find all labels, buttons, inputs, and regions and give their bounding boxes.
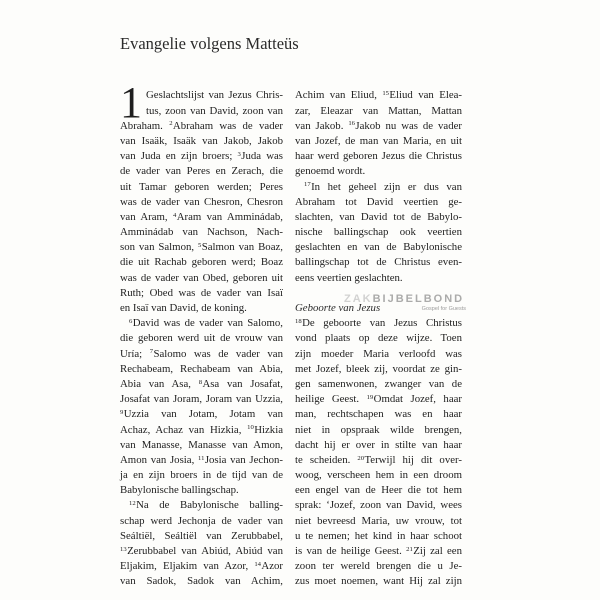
line-text: Azor: [261, 560, 283, 573]
line-text: ja en zijn broers in de tijd van de: [120, 469, 283, 482]
text-line: [120, 210, 283, 225]
text-line: [295, 195, 462, 210]
section-heading: Geboorte van Jezus: [295, 302, 381, 315]
line-text: man, rechtschapen was en haar: [295, 408, 462, 421]
line-text: van Sadok, Sadok van Achim,: [120, 575, 283, 588]
verse-number: 10: [247, 424, 254, 432]
text-line: [295, 362, 462, 377]
line-text: genoemd wordt.: [295, 165, 366, 178]
text-line: [295, 164, 462, 179]
line-text: is van de heilige Geest.: [295, 545, 407, 558]
verse-number: 14: [254, 560, 262, 568]
text-line: [295, 483, 462, 498]
line-text: sprak: ‘Jozef, zoon van David, wees: [295, 499, 462, 512]
left-column: [120, 78, 284, 589]
line-text: van Juda en zijn broers;: [120, 150, 238, 163]
text-line: [295, 392, 462, 407]
book-title: Evangelie volgens Matteüs: [120, 34, 299, 53]
line-text: Juda was: [241, 150, 284, 163]
line-text: niet bevreesd Maria, uw vrouw, tot: [295, 514, 462, 527]
line-text: vond plaats op deze wijze. Toen: [295, 332, 462, 345]
line-text: gen samenwonen, zwanger van de: [295, 377, 462, 390]
text-line: [295, 407, 462, 422]
line-text: en Isaï van David, de koning.: [120, 302, 247, 315]
paragraph: [120, 316, 283, 498]
line-text: David was de vader van Salomo,: [132, 317, 283, 330]
text-line: [120, 164, 283, 179]
line-text: Eljakim, Eljakim van Azor,: [120, 560, 255, 573]
text-line: [120, 149, 283, 164]
text-line: [120, 119, 283, 134]
line-text: Asa van Josafat,: [202, 377, 283, 390]
line-text: son van Salmon,: [120, 241, 198, 254]
verse-number: 12: [129, 500, 136, 508]
verse-number: 8: [198, 378, 203, 386]
text-line: [120, 331, 283, 346]
text-line: [120, 544, 283, 559]
verse-number: 16: [348, 120, 355, 128]
text-line: [295, 377, 462, 392]
line-text: slachten, van David tot de Babylo-: [295, 210, 462, 223]
paragraph: [120, 78, 284, 316]
text-line: [295, 347, 462, 362]
line-text: Abia van Asa,: [120, 377, 199, 390]
line-text: Babylonische ballingschap.: [120, 484, 239, 497]
line-text: was de vader van Chesron, Chesron: [120, 195, 283, 208]
line-text: Abraham.: [120, 119, 170, 132]
text-line: [120, 574, 283, 589]
line-text: te scheiden.: [295, 453, 358, 466]
paragraph: [120, 498, 283, 589]
line-text: nische ballingschap ook veertien: [295, 226, 462, 239]
text-line: [295, 514, 462, 529]
text-line: [120, 529, 283, 544]
line-text: Amminádab van Nachson, Nach-: [120, 226, 283, 239]
line-text: met Jozef, bleek zij, voordat ze gin-: [295, 362, 462, 375]
line-text: een engel van de Heer die tot hem: [295, 484, 462, 497]
line-text: In het geheel zijn er dus van: [311, 180, 462, 193]
text-line: [295, 574, 462, 589]
text-line: [120, 255, 283, 270]
paragraph: [295, 180, 462, 286]
text-line: [120, 134, 283, 149]
line-text: Omdat Jozef, haar: [373, 393, 463, 406]
line-text: Geslachtslijst van Jezus Chris-: [146, 89, 283, 102]
text-line: [120, 240, 283, 255]
line-text: schap werd Jechonja de vader van: [120, 514, 283, 527]
line-text: eens veertien geslachten.: [295, 271, 403, 284]
line-text: niet in opspraak wilde brengen,: [295, 423, 462, 436]
line-text: geslachten en van de Babylonische: [295, 241, 462, 254]
text-line: [120, 392, 283, 407]
line-text: Seáltiël, Seáltiël van Zerubbabel,: [120, 529, 283, 542]
line-text: van Jakob.: [295, 119, 349, 132]
verse-number: 6: [129, 317, 133, 325]
line-text: Abraham was de vader: [172, 119, 283, 132]
text-line: [120, 453, 283, 468]
watermark-tagline: Gospel for Guests: [421, 306, 466, 312]
line-text: u te nemen; het kind in haar schoot: [295, 529, 462, 542]
verse-number: 11: [197, 454, 205, 462]
line-text: die uit Rachab geboren werd; Boaz: [120, 256, 283, 269]
paragraph: [295, 88, 462, 179]
line-text: ballingschap tot de Christus even-: [295, 256, 462, 269]
text-line: [120, 407, 283, 422]
text-line: [120, 301, 283, 316]
line-text: uit Tamar geboren werden; Peres: [120, 180, 283, 193]
text-line: [120, 316, 283, 331]
line-text: Zij zal een: [413, 545, 462, 558]
text-line: [120, 271, 283, 286]
line-text: tus, zoon van David, zoon van: [146, 104, 283, 117]
paragraph: [295, 316, 462, 589]
text-line: [120, 347, 283, 362]
line-text: De geboorte van Jezus Christus: [302, 317, 462, 330]
text-line: [120, 514, 283, 529]
verse-number: 18: [295, 317, 302, 325]
line-text: zoon ter wereld brengen die u Je-: [295, 560, 462, 573]
text-line: [295, 210, 462, 225]
text-line: [295, 255, 462, 270]
verse-number: 13: [120, 545, 127, 553]
line-text: Eliud van Elea-: [389, 89, 462, 102]
text-line: [120, 468, 283, 483]
text-line: [120, 362, 283, 377]
text-line: [295, 529, 462, 544]
line-text: Josia van Jechon-: [204, 453, 283, 466]
text-line: [295, 88, 462, 103]
line-text: Ruth; Obed was de vader van Isaï: [120, 286, 283, 299]
text-line: [295, 180, 462, 195]
text-line: [295, 271, 462, 286]
verse-number: 3: [237, 150, 241, 158]
text-line: [120, 286, 283, 301]
text-line: [295, 498, 462, 513]
line-text: zus moet noemen, want Hij zal zijn: [295, 575, 462, 588]
text-line: [295, 468, 462, 483]
text-line: [120, 423, 283, 438]
line-text: Rechabeam, Rechabeam van Abia,: [120, 362, 283, 375]
line-text: Aram van Amminádab,: [176, 210, 283, 223]
text-line: [295, 423, 462, 438]
text-line: [295, 225, 462, 240]
line-text: zijn moeder Maria verloofd was: [295, 347, 462, 360]
line-text: Abraham tot David veertien ge-: [295, 195, 462, 208]
verse-number: 21: [406, 545, 413, 553]
line-text: woog, verscheen hem in een droom: [295, 469, 462, 482]
line-text: was de vader van Obed, geboren uit: [120, 271, 283, 284]
line-text: Uría;: [120, 347, 150, 360]
text-line: [295, 119, 462, 134]
line-text: Zerubbabel van Abiúd, Abiúd van: [127, 545, 283, 558]
line-text: van Aram,: [120, 210, 173, 223]
text-line: [120, 438, 283, 453]
line-text: de vader van Peres en Zerach, die: [120, 165, 283, 178]
verse-number: 17: [304, 181, 311, 189]
right-column: [295, 88, 462, 589]
text-line: [295, 331, 462, 346]
verse-number: 20: [357, 454, 365, 462]
text-line: [120, 483, 283, 498]
text-line: [295, 438, 462, 453]
line-text: Hizkia: [254, 423, 283, 436]
watermark-brand-dark: BIJBELBOND: [372, 293, 465, 305]
line-text: Na de Babylonische balling-: [136, 499, 283, 512]
text-line: [295, 134, 462, 149]
line-text: heilige Geest.: [295, 393, 367, 406]
text-line: [295, 240, 462, 255]
line-text: Amon van Josia,: [120, 453, 198, 466]
text-line: [295, 544, 462, 559]
verse-number: 2: [169, 120, 173, 128]
line-text: van Isaäk, Isaäk van Jakob, Jakob: [120, 134, 283, 147]
line-text: haar werd geboren Jezus die Christus: [295, 150, 462, 163]
line-text: Jakob nu was de vader: [355, 119, 462, 132]
verse-number: 9: [120, 408, 124, 416]
line-text: Uzzia van Jotam, Jotam van: [123, 408, 283, 421]
text-line: [295, 453, 462, 468]
line-text: Salomo was de vader van: [153, 347, 283, 360]
verse-number: 7: [149, 348, 154, 356]
line-text: Achim van Eliud,: [295, 89, 383, 102]
text-line: [295, 559, 462, 574]
line-text: van Manasse, Manasse van Amon,: [120, 438, 283, 451]
watermark-brand-light: ZAK: [344, 293, 373, 305]
text-line: [120, 180, 283, 195]
line-text: zar, Eleazar van Mattan, Mattan: [295, 104, 462, 117]
text-line: [295, 104, 462, 119]
text-line: [120, 498, 283, 513]
line-text: Salmon van Boaz,: [201, 241, 283, 254]
chapter-number: 1: [120, 78, 142, 128]
verse-number: 15: [382, 90, 390, 98]
text-line: [120, 559, 283, 574]
text-line: [120, 195, 283, 210]
verse-number: 19: [366, 393, 374, 401]
verse-number: 4: [172, 211, 177, 219]
line-text: die geboren werd uit de vrouw van: [120, 332, 283, 345]
text-line: [120, 377, 283, 392]
text-line: [295, 316, 462, 331]
line-text: dacht hij er over in stilte van haar: [295, 438, 462, 451]
line-text: Achaz, Achaz van Hizkia,: [120, 423, 248, 436]
text-line: [295, 149, 462, 164]
line-text: van Jozef, de man van Maria, en uit: [295, 134, 462, 147]
line-text: Terwijl hij dit over-: [364, 453, 462, 466]
text-line: [120, 225, 283, 240]
line-text: Josafat van Joram, Joram van Uzzia,: [120, 393, 283, 406]
verse-number: 5: [197, 241, 202, 249]
